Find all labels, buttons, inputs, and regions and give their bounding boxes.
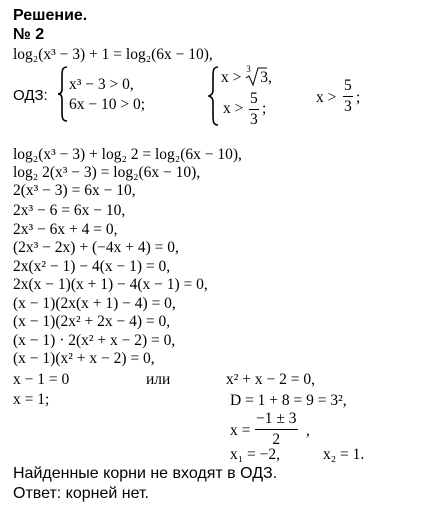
- answer-text: Ответ: корней нет.: [13, 485, 149, 502]
- step-line: log₂(x³ − 3) + log₂ 2 = log₂(6x − 10),: [13, 146, 242, 163]
- discriminant: D = 1 + 8 = 9 = 3²,: [230, 392, 347, 409]
- step-line: (x − 1) · 2(x² + x − 2) = 0,: [13, 332, 176, 349]
- root-x1: x₁ = −2,: [230, 446, 281, 463]
- step-line: (2x³ − 2x) + (−4x + 4) = 0,: [13, 239, 179, 256]
- system-brace-icon: [208, 65, 220, 127]
- step-line: (x − 1)(x² + x − 2) = 0,: [13, 350, 155, 367]
- step-line: 2x³ − 6 = 6x − 10,: [13, 202, 126, 219]
- step-line: 2(x³ − 3) = 6x − 10,: [13, 182, 136, 199]
- odz-system2-line1-prefix: x >: [221, 69, 242, 86]
- fraction-numerator: 5: [344, 77, 352, 94]
- fraction-numerator: −1 ± 3: [256, 410, 297, 427]
- step-line: log₂ 2(x³ − 3) = log₂(6x − 10),: [13, 164, 201, 181]
- odz-system2-line2-prefix: x >: [223, 100, 244, 117]
- root-formula-prefix: x =: [230, 422, 251, 439]
- odz-result-suffix: ;: [356, 89, 361, 106]
- odz-system1-line1: x³ − 3 > 0,: [69, 76, 134, 93]
- step-line: (x − 1)(2x² + 2x − 4) = 0,: [13, 313, 171, 330]
- fraction-five-thirds: [249, 91, 259, 127]
- fraction-denominator: 3: [344, 97, 352, 115]
- fraction-five-thirds: [343, 78, 353, 114]
- fraction-numerator: 5: [250, 90, 258, 107]
- odz-result-prefix: x >: [316, 89, 337, 106]
- odz-label: ОДЗ:: [13, 87, 48, 104]
- odz-system2-line1: [221, 64, 272, 86]
- odz-system1-line2: 6x − 10 > 0;: [69, 96, 146, 113]
- step-line: 2x(x² − 1) − 4(x − 1) = 0,: [13, 258, 171, 275]
- step-line: 2x³ − 6x + 4 = 0,: [13, 221, 118, 238]
- main-equation: log₂(x³ − 3) + 1 = log₂(6x − 10),: [13, 46, 213, 63]
- root-index: 3: [246, 64, 251, 74]
- root-x2: x₂ = 1.: [323, 446, 365, 463]
- odz-system2-line2-suffix: ;: [262, 100, 267, 117]
- solution-heading: Решение.: [13, 7, 88, 24]
- system-brace-icon: [57, 65, 69, 123]
- conclusion-text: Найденные корни не входят в ОДЗ.: [13, 465, 278, 482]
- problem-number: № 2: [13, 26, 45, 43]
- or-word: или: [146, 371, 171, 388]
- fraction-denominator: 2: [272, 430, 281, 448]
- cube-root: [245, 64, 272, 86]
- radical-sign-icon: [245, 64, 267, 87]
- root-formula-suffix: ,: [306, 422, 310, 439]
- root-formula-fraction: [255, 411, 298, 447]
- radicand: 3,: [260, 69, 272, 86]
- case-left-eq: x − 1 = 0: [13, 371, 70, 388]
- case-left-root: x = 1;: [13, 391, 50, 408]
- fraction-denominator: 3: [250, 110, 258, 128]
- step-line: 2x(x − 1)(x + 1) − 4(x − 1) = 0,: [13, 276, 208, 293]
- discriminant-line: [230, 393, 347, 409]
- case-right-eq: x² + x − 2 = 0,: [226, 371, 315, 388]
- step-line: (x − 1)(2x(x + 1) − 4) = 0,: [13, 295, 176, 312]
